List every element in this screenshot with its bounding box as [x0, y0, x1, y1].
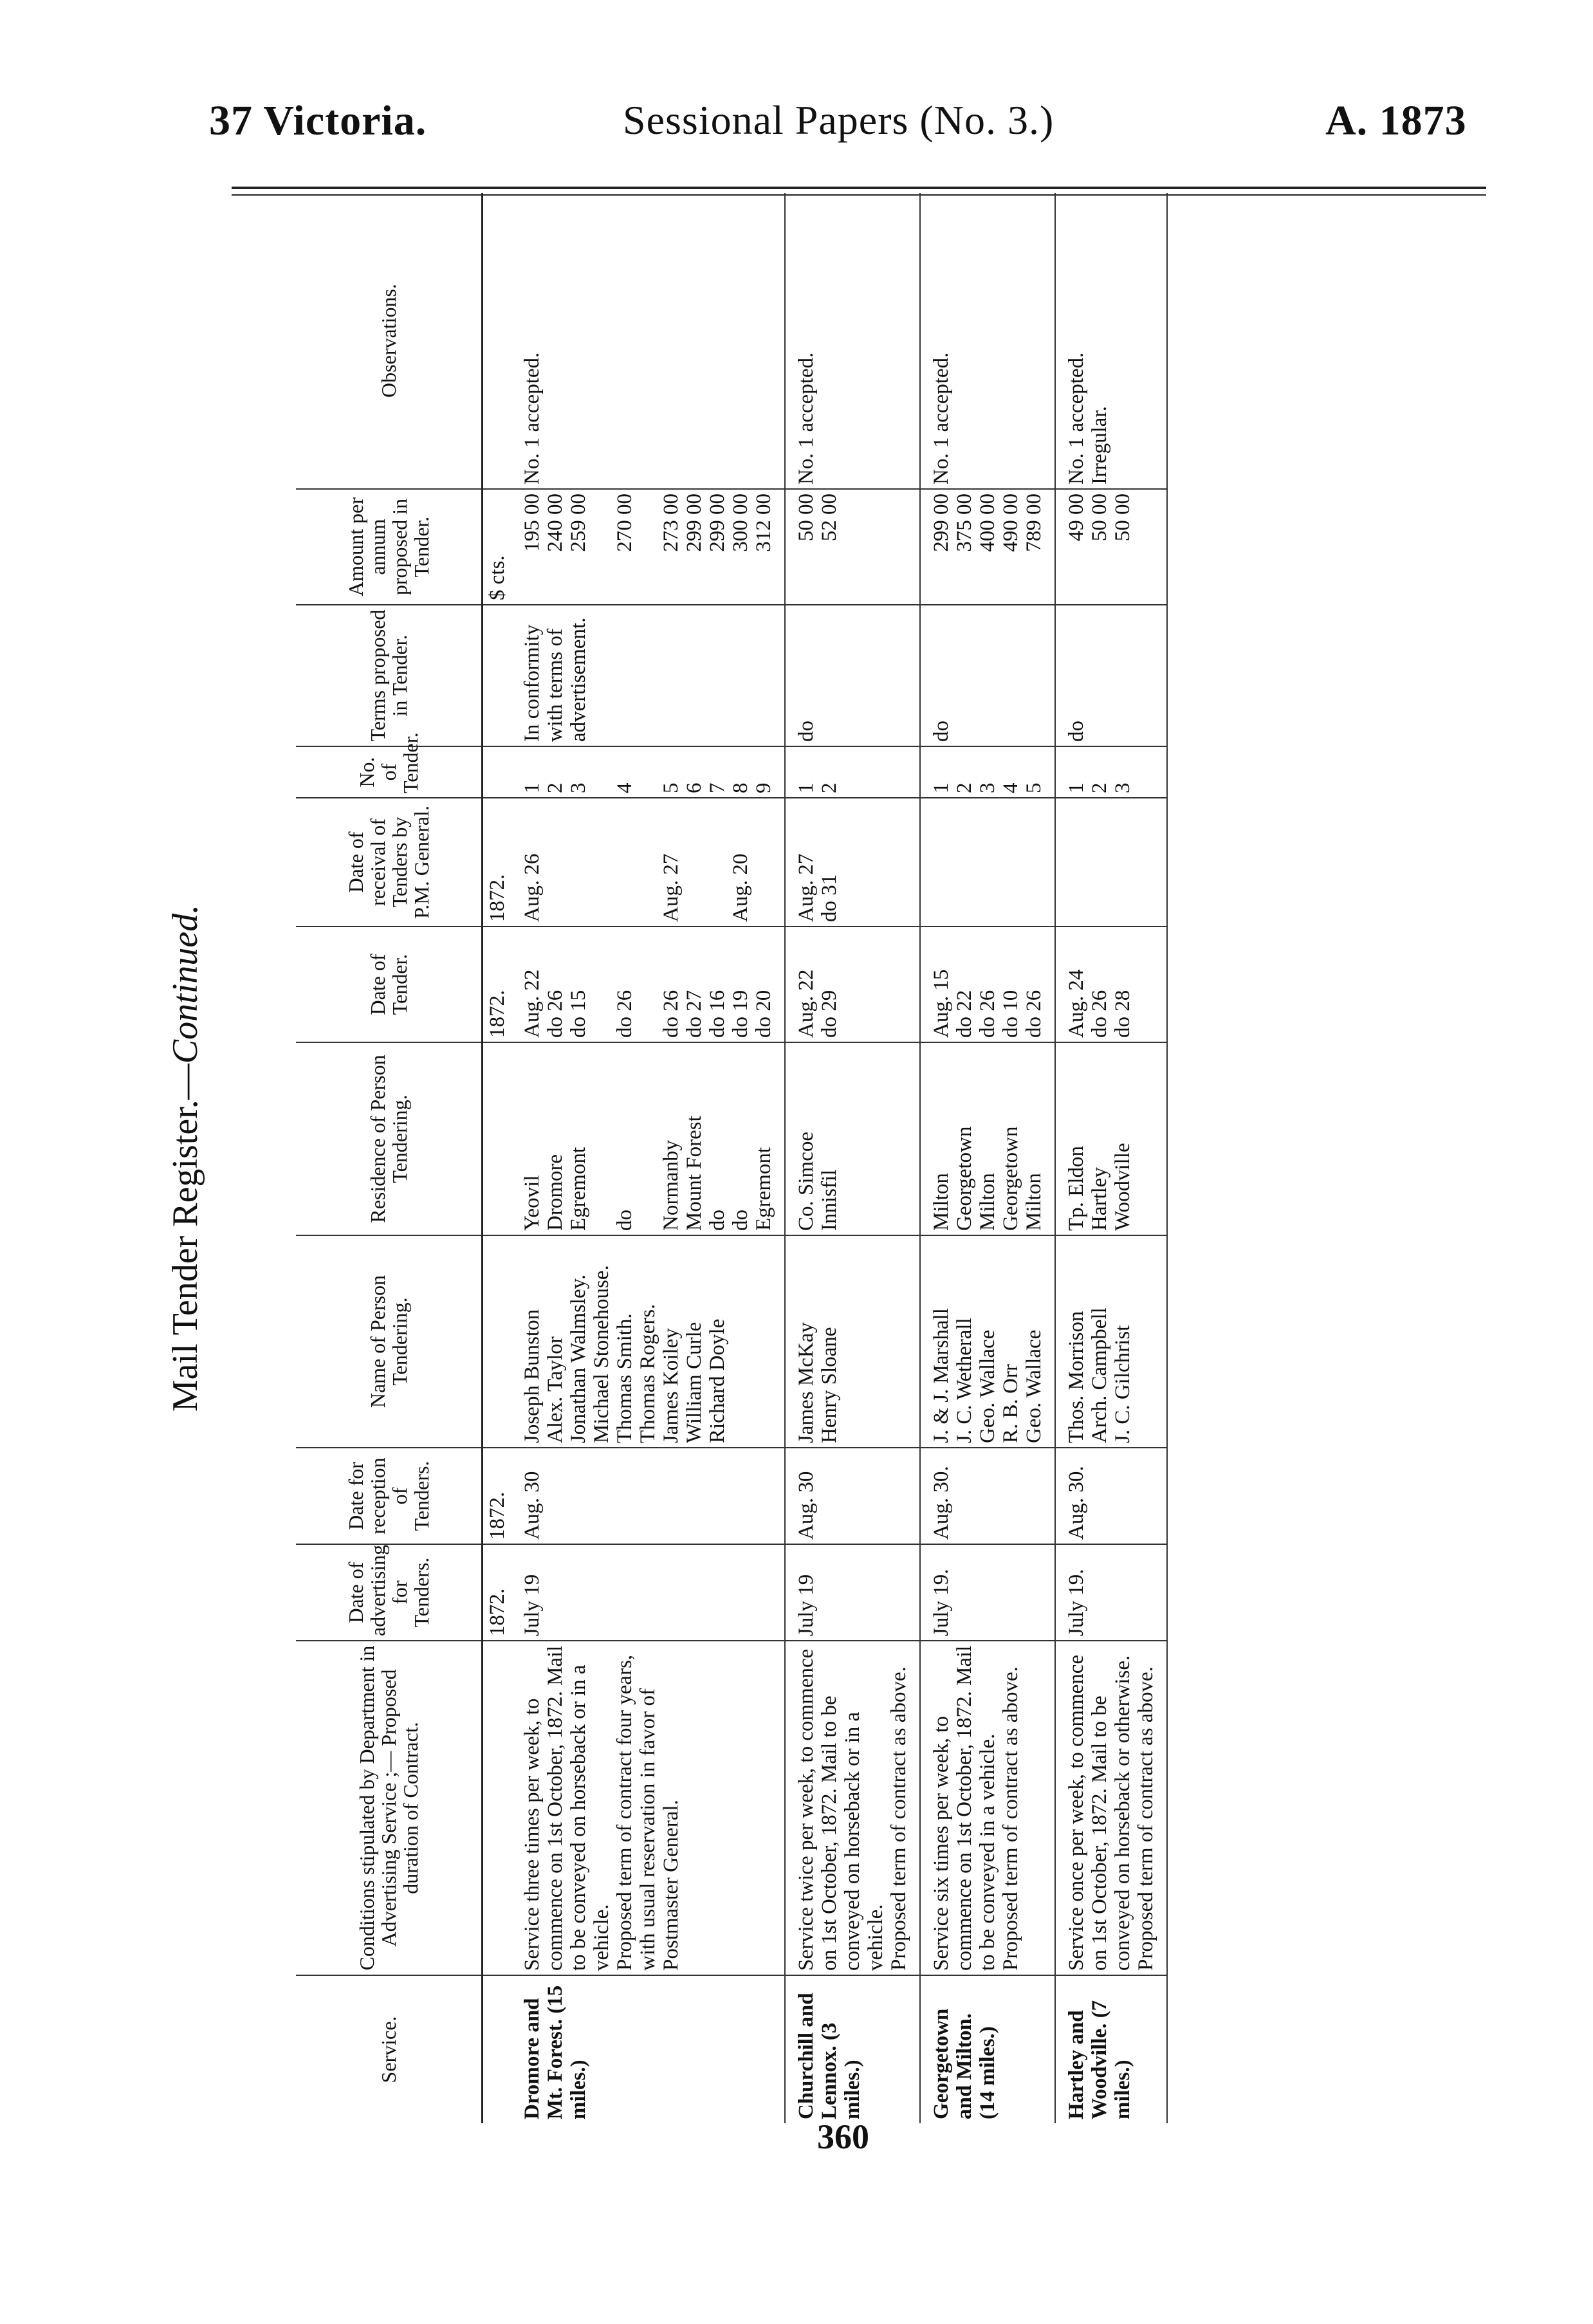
conditions-cell: Service three times per week, to commence on 1st October, 1872. Mail to be conveyed on horseback or in a vehicle. Proposed term of contract four years, with usual reservation in favor of Postmaster General. — [511, 1641, 785, 1975]
table-row — [511, 193, 785, 2123]
names-cell: Thos. Morrison Arch. Campbell J. C. Gilchrist — [1055, 1235, 1167, 1448]
col-service: Service. — [296, 1975, 483, 2123]
reception-date-cell: Aug. 30 — [511, 1448, 785, 1544]
col-amount: Amount per annum proposed in Tender. — [296, 489, 483, 605]
residence-cell: Tp. Eldon Hartley Woodville — [1055, 1042, 1167, 1235]
conditions-cell: Service six times per week, to commence on 1st October, 1872. Mail to be conveyed in a vehicle. Proposed term of contract as above. — [920, 1641, 1055, 1975]
tender-no-cell: 1 2 3 4 5 — [920, 746, 1055, 798]
service-cell: Churchill and Lennox. (3 miles.) — [785, 1975, 920, 2123]
tender-date-cell: Aug. 22 do 26 do 15 do 26 do 26 do 27 do 16 do 19 do 20 — [511, 927, 785, 1042]
amount-cell: 49 00 50 00 50 00 — [1055, 489, 1167, 605]
col-residence: Residence of Person Tendering. — [296, 1042, 483, 1235]
adv-date-cell: July 19 — [511, 1544, 785, 1641]
adv-date-cell: July 19. — [920, 1544, 1055, 1641]
col-receival-date: Date of receival of Tenders by P.M. General. — [296, 798, 483, 927]
sub-cell — [483, 1042, 512, 1235]
receival-date-cell — [1055, 798, 1167, 927]
names-cell: James McKay Henry Sloane — [785, 1235, 920, 1448]
reception-date-cell: Aug. 30. — [1055, 1448, 1167, 1544]
reception-date-cell: Aug. 30 — [785, 1448, 920, 1544]
sub-cell: $ cts. — [483, 489, 512, 605]
header-row — [296, 193, 483, 2123]
col-observations: Observations. — [296, 193, 483, 489]
reception-date-cell: Aug. 30. — [920, 1448, 1055, 1544]
amount-cell: 50 00 52 00 — [785, 489, 920, 605]
adv-date-cell: July 19 — [785, 1544, 920, 1641]
terms-cell: do — [920, 605, 1055, 746]
residence-cell: Yeovil Dromore Egremont do Normanby Mount Forest do do Egremont — [511, 1042, 785, 1235]
tender-date-cell: Aug. 22 do 29 — [785, 927, 920, 1042]
service-cell: Georgetown and Milton. (14 miles.) — [920, 1975, 1055, 2123]
observations-cell: No. 1 accepted. Irregular. — [1055, 193, 1167, 489]
sub-cell — [483, 746, 512, 798]
tender-register — [165, 193, 1518, 2123]
sub-cell — [483, 1641, 512, 1975]
col-adv-date: Date of advertising for Tenders. — [296, 1544, 483, 1641]
caption-italic: Continued. — [165, 904, 205, 1064]
tender-table — [296, 193, 1168, 2123]
names-cell: Joseph Bunston Alex. Taylor Jonathan Walmsley. Michael Stonehouse. Thomas Smith. Thomas Rogers. James Koiley William Curle Richard Doyle — [511, 1235, 785, 1448]
conditions-cell: Service once per week, to commence on 1st October, 1872. Mail to be conveyed on horseback or otherwise. Proposed term of contract as above. — [1055, 1641, 1167, 1975]
observations-cell: No. 1 accepted. — [511, 193, 785, 489]
observations-cell: No. 1 accepted. — [785, 193, 920, 489]
sub-cell: 1872. — [483, 1448, 512, 1544]
adv-date-cell: July 19. — [1055, 1544, 1167, 1641]
col-conditions: Conditions stipulated by Department in Advertising Service ;— Proposed duration of Contract. — [296, 1641, 483, 1975]
table-row — [920, 193, 1055, 2123]
header-left: 37 Victoria. — [209, 97, 427, 144]
sub-cell — [483, 193, 512, 489]
sub-cell: 1872. — [483, 1544, 512, 1641]
residence-cell: Co. Simcoe Innisfil — [785, 1042, 920, 1235]
amount-cell: 195 00 240 00 259 00 270 00 273 00 299 00 299 00 300 00 312 00 — [511, 489, 785, 605]
header-rule-1 — [232, 187, 1486, 189]
sub-cell — [483, 1235, 512, 1448]
sub-cell: 1872. — [483, 927, 512, 1042]
tender-date-cell: Aug. 24 do 26 do 28 — [1055, 927, 1167, 1042]
residence-cell: Milton Georgetown Milton Georgetown Milton — [920, 1042, 1055, 1235]
sub-cell — [483, 1975, 512, 2123]
receival-date-cell — [920, 798, 1055, 927]
service-cell: Hartley and Woodville. (7 miles.) — [1055, 1975, 1167, 2123]
caption-main: Mail Tender Register.— — [165, 1064, 205, 1412]
conditions-cell: Service twice per week, to commence on 1st October, 1872. Mail to be conveyed on horseback or in a vehicle. Proposed term of contract as above. — [785, 1641, 920, 1975]
col-tender-date: Date of Tender. — [296, 927, 483, 1042]
header-right: A. 1873 — [1325, 97, 1467, 144]
header-center: Sessional Papers (No. 3.) — [623, 97, 1054, 143]
receival-date-cell: Aug. 26 Aug. 27 Aug. 20 — [511, 798, 785, 927]
col-terms: Terms proposed in Tender. — [296, 605, 483, 746]
observations-cell: No. 1 accepted. — [920, 193, 1055, 489]
terms-cell: do — [1055, 605, 1167, 746]
service-cell: Dromore and Mt. Forest. (15 miles.) — [511, 1975, 785, 2123]
table-row — [785, 193, 920, 2123]
subheader-row — [483, 193, 512, 2123]
terms-cell: In conformity with terms of advertisement. — [511, 605, 785, 746]
col-name: Name of Person Tendering. — [296, 1235, 483, 1448]
sub-cell — [483, 605, 512, 746]
tender-no-cell: 1 2 — [785, 746, 920, 798]
table-row — [1055, 193, 1167, 2123]
terms-cell: do — [785, 605, 920, 746]
table-caption — [165, 193, 205, 2123]
names-cell: J. & J. Marshall J. C. Wetherall Geo. Wallace R. B. Orr Geo. Wallace — [920, 1235, 1055, 1448]
tender-no-cell: 1 2 3 4 5 6 7 8 9 — [511, 746, 785, 798]
page-number: 360 — [817, 2117, 869, 2156]
sub-cell: 1872. — [483, 798, 512, 927]
tender-no-cell: 1 2 3 — [1055, 746, 1167, 798]
tender-date-cell: Aug. 15 do 22 do 26 do 10 do 26 — [920, 927, 1055, 1042]
receival-date-cell: Aug. 27 do 31 — [785, 798, 920, 927]
col-tender-no: No. of Tender. — [296, 746, 483, 798]
amount-cell: 299 00 375 00 400 00 490 00 789 00 — [920, 489, 1055, 605]
col-reception-date: Date for reception of Tenders. — [296, 1448, 483, 1544]
